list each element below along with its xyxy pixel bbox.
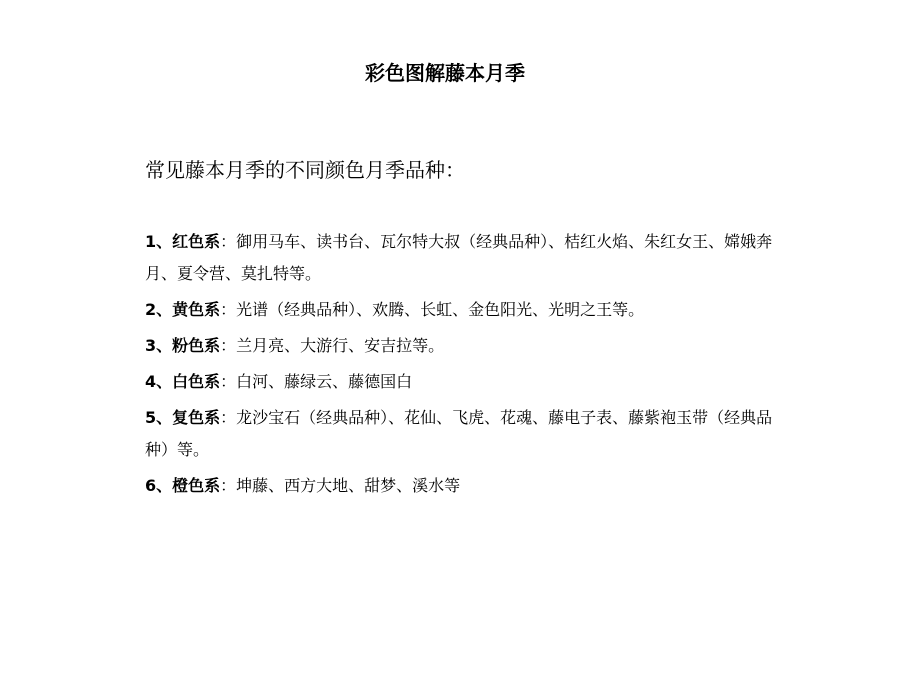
item-label: 4、白色系 bbox=[145, 372, 221, 391]
list-item-yellow bbox=[145, 294, 775, 326]
item-text: 坤藤、西方大地、甜梦、溪水等 bbox=[236, 476, 461, 495]
section-subtitle: 常见藤本月季的不同颜色月季品种： bbox=[145, 158, 465, 182]
item-text: 白河、藤绿云、藤德国白 bbox=[236, 372, 413, 391]
page-title: 彩色图解藤本月季 bbox=[365, 61, 525, 85]
item-separator: ： bbox=[220, 372, 237, 391]
item-separator: ： bbox=[220, 408, 237, 427]
item-text: 龙沙宝石（经典品种）、花仙、飞虎、花魂、藤电子表、藤紫袍玉带（经典品种）等。 bbox=[145, 408, 773, 459]
list-item-orange bbox=[145, 470, 775, 502]
list-item-white bbox=[145, 366, 775, 398]
list-item-red bbox=[145, 226, 775, 290]
variety-list bbox=[145, 226, 775, 506]
item-label: 2、黄色系 bbox=[145, 300, 221, 319]
item-text: 光谱（经典品种）、欢腾、长虹、金色阳光、光明之王等。 bbox=[236, 300, 645, 319]
item-separator: ： bbox=[220, 476, 237, 495]
list-item-multicolor bbox=[145, 402, 775, 466]
item-text: 御用马车、读书台、瓦尔特大叔（经典品种）、桔红火焰、朱红女王、嫦娥奔月、夏令营、莫扎特等。 bbox=[145, 232, 773, 283]
item-label: 3、粉色系 bbox=[145, 336, 221, 355]
item-separator: ： bbox=[220, 300, 237, 319]
item-separator: ： bbox=[220, 232, 237, 251]
item-separator: ： bbox=[220, 336, 237, 355]
item-label: 5、复色系 bbox=[145, 408, 221, 427]
list-item-pink bbox=[145, 330, 775, 362]
item-text: 兰月亮、大游行、安吉拉等。 bbox=[236, 336, 445, 355]
item-label: 6、橙色系 bbox=[145, 476, 221, 495]
item-label: 1、红色系 bbox=[145, 232, 221, 251]
